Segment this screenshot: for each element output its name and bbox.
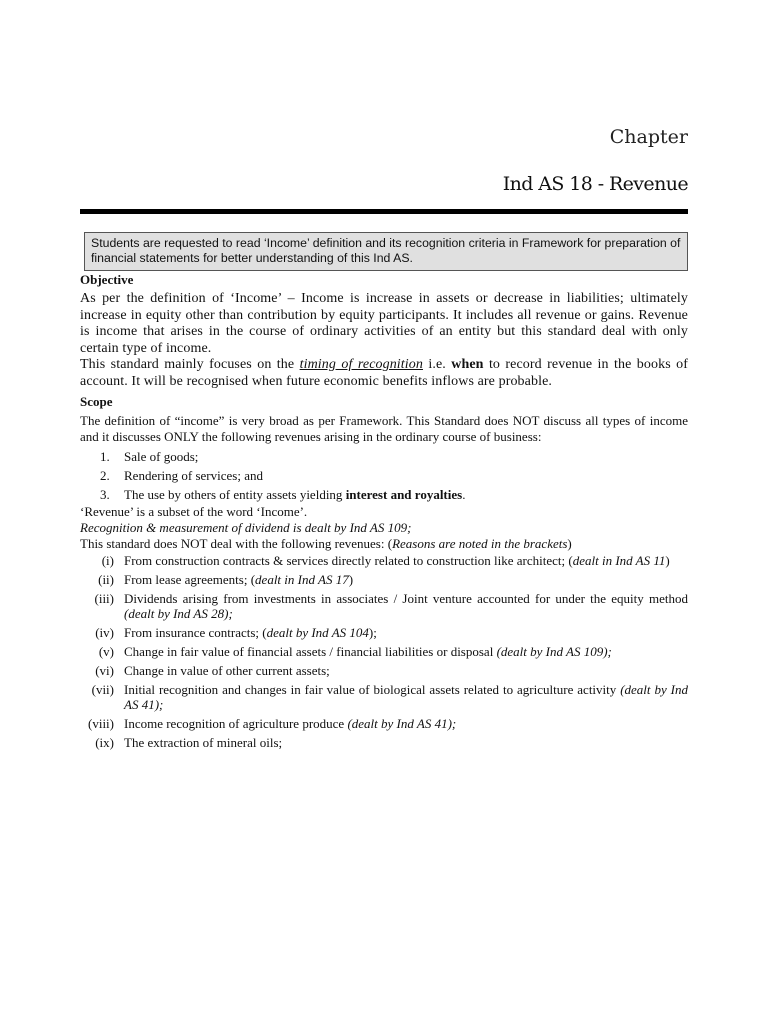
- dividend-note: Recognition & measurement of dividend is dealt by Ind AS 109;: [80, 520, 412, 535]
- notice-box: Students are requested to read ‘Income’ definition and its recognition criteria in Framework for preparation of financial statements for better understanding of this Ind AS.: [84, 232, 688, 271]
- exclusion-number: (vii): [91, 682, 114, 697]
- exclusion-item: [80, 591, 688, 621]
- exclusion-number: (v): [98, 644, 114, 659]
- exclusion-item: [80, 682, 688, 712]
- list-text: Rendering of services; and: [124, 468, 263, 483]
- content: [80, 271, 688, 754]
- not-deal-b: ): [567, 536, 572, 551]
- exclusion-text: From lease agreements; (: [124, 572, 256, 587]
- exclusion-end: ): [348, 572, 354, 587]
- exclusion-text: From construction contracts & services directly related to construction like architect; (: [124, 553, 573, 568]
- exclusion-reason: (dealt by Ind AS 41);: [347, 716, 457, 731]
- subset-note: ‘Revenue’ is a subset of the word ‘Income’.: [80, 504, 308, 519]
- list-number: 3.: [100, 487, 110, 502]
- scope-intro: The definition of “income” is very broad as per Framework. This Standard does NOT discuss all types of income and it discusses ONLY the following revenues arising in the ordinary course of business:: [80, 413, 688, 444]
- title-rule: [80, 209, 688, 214]
- objective-paragraph-2: [80, 357, 688, 390]
- objective-paragraph-1: As per the definition of ‘Income’ – Income is increase in assets or decrease in liabilities; ultimately increase in equity other than contribution by equity participants. It includes all revenue or gains. Revenue is income that arises in the course of ordinary activities of an entity but this standard deal with only certain type of income.: [80, 291, 688, 356]
- chapter-title: Ind AS 18 - Revenue: [502, 173, 688, 195]
- exclusion-text: The extraction of mineral oils;: [124, 735, 283, 750]
- exclusion-number: (i): [101, 553, 114, 568]
- exclusion-reason: dealt in Ind AS 17: [255, 572, 349, 587]
- objective-p2-a: This standard mainly focuses on the: [80, 357, 300, 372]
- exclusion-reason: dealt by Ind AS 104: [266, 625, 369, 640]
- list-text: The use by others of entity assets yielding: [124, 487, 346, 502]
- exclusion-number: (viii): [88, 716, 114, 731]
- exclusion-item: [80, 663, 688, 678]
- list-text: Sale of goods;: [124, 449, 199, 464]
- exclusion-number: (iii): [94, 591, 114, 606]
- objective-p2-bold: when: [451, 357, 484, 372]
- list-item: [80, 447, 688, 466]
- timing-of-recognition: timing of recognition: [299, 357, 423, 372]
- not-deal-em: Reasons are noted in the brackets: [392, 536, 568, 551]
- objective-p2-c: to record revenue in the books of account. It will be recognised when future economic benefits inflows are probable.: [80, 357, 689, 389]
- scope-heading: Scope: [80, 394, 113, 409]
- exclusion-reason: (dealt by Ind AS 109);: [496, 644, 612, 659]
- exclusion-item: [80, 553, 688, 568]
- list-number: 1.: [100, 449, 110, 464]
- list-text-end: .: [462, 487, 466, 502]
- exclusion-text: Change in fair value of financial assets / financial liabilities or disposal: [124, 644, 497, 659]
- exclusion-text: Change in value of other current assets;: [124, 663, 330, 678]
- exclusion-number: (ix): [95, 735, 114, 750]
- exclusion-end: ): [665, 553, 670, 568]
- not-deal-intro: [80, 536, 688, 552]
- exclusion-end: );: [368, 625, 377, 640]
- exclusion-text: Income recognition of agriculture produce: [124, 716, 348, 731]
- exclusion-number: (ii): [98, 572, 114, 587]
- objective-p2-b: i.e.: [422, 357, 452, 372]
- exclusion-number: (iv): [95, 625, 114, 640]
- revenue-types-list: [80, 447, 688, 504]
- exclusion-item: [80, 644, 688, 659]
- exclusions-list: [80, 553, 688, 750]
- list-item: [80, 466, 688, 485]
- exclusion-text: From insurance contracts; (: [124, 625, 267, 640]
- list-number: 2.: [100, 468, 110, 483]
- chapter-label: Chapter: [609, 126, 688, 148]
- exclusion-text: Dividends arising from investments in associates / Joint venture accounted for under the equity method: [124, 591, 688, 606]
- exclusion-reason: (dealt by Ind AS 28);: [124, 606, 233, 621]
- exclusion-item: [80, 625, 688, 640]
- not-deal-a: This standard does NOT deal with the following revenues: (: [80, 536, 393, 551]
- exclusion-reason: (dealt by Ind AS 41);: [124, 682, 688, 712]
- exclusion-item: [80, 716, 688, 731]
- exclusion-text: Initial recognition and changes in fair value of biological assets related to agriculture activity: [124, 682, 621, 697]
- exclusion-reason: dealt in Ind AS 11: [572, 553, 666, 568]
- exclusion-item: [80, 572, 688, 587]
- list-item: [80, 485, 688, 504]
- list-text-bold: interest and royalties: [345, 487, 463, 502]
- exclusion-number: (vi): [95, 663, 114, 678]
- exclusion-item: [80, 735, 688, 750]
- objective-heading: Objective: [80, 272, 134, 287]
